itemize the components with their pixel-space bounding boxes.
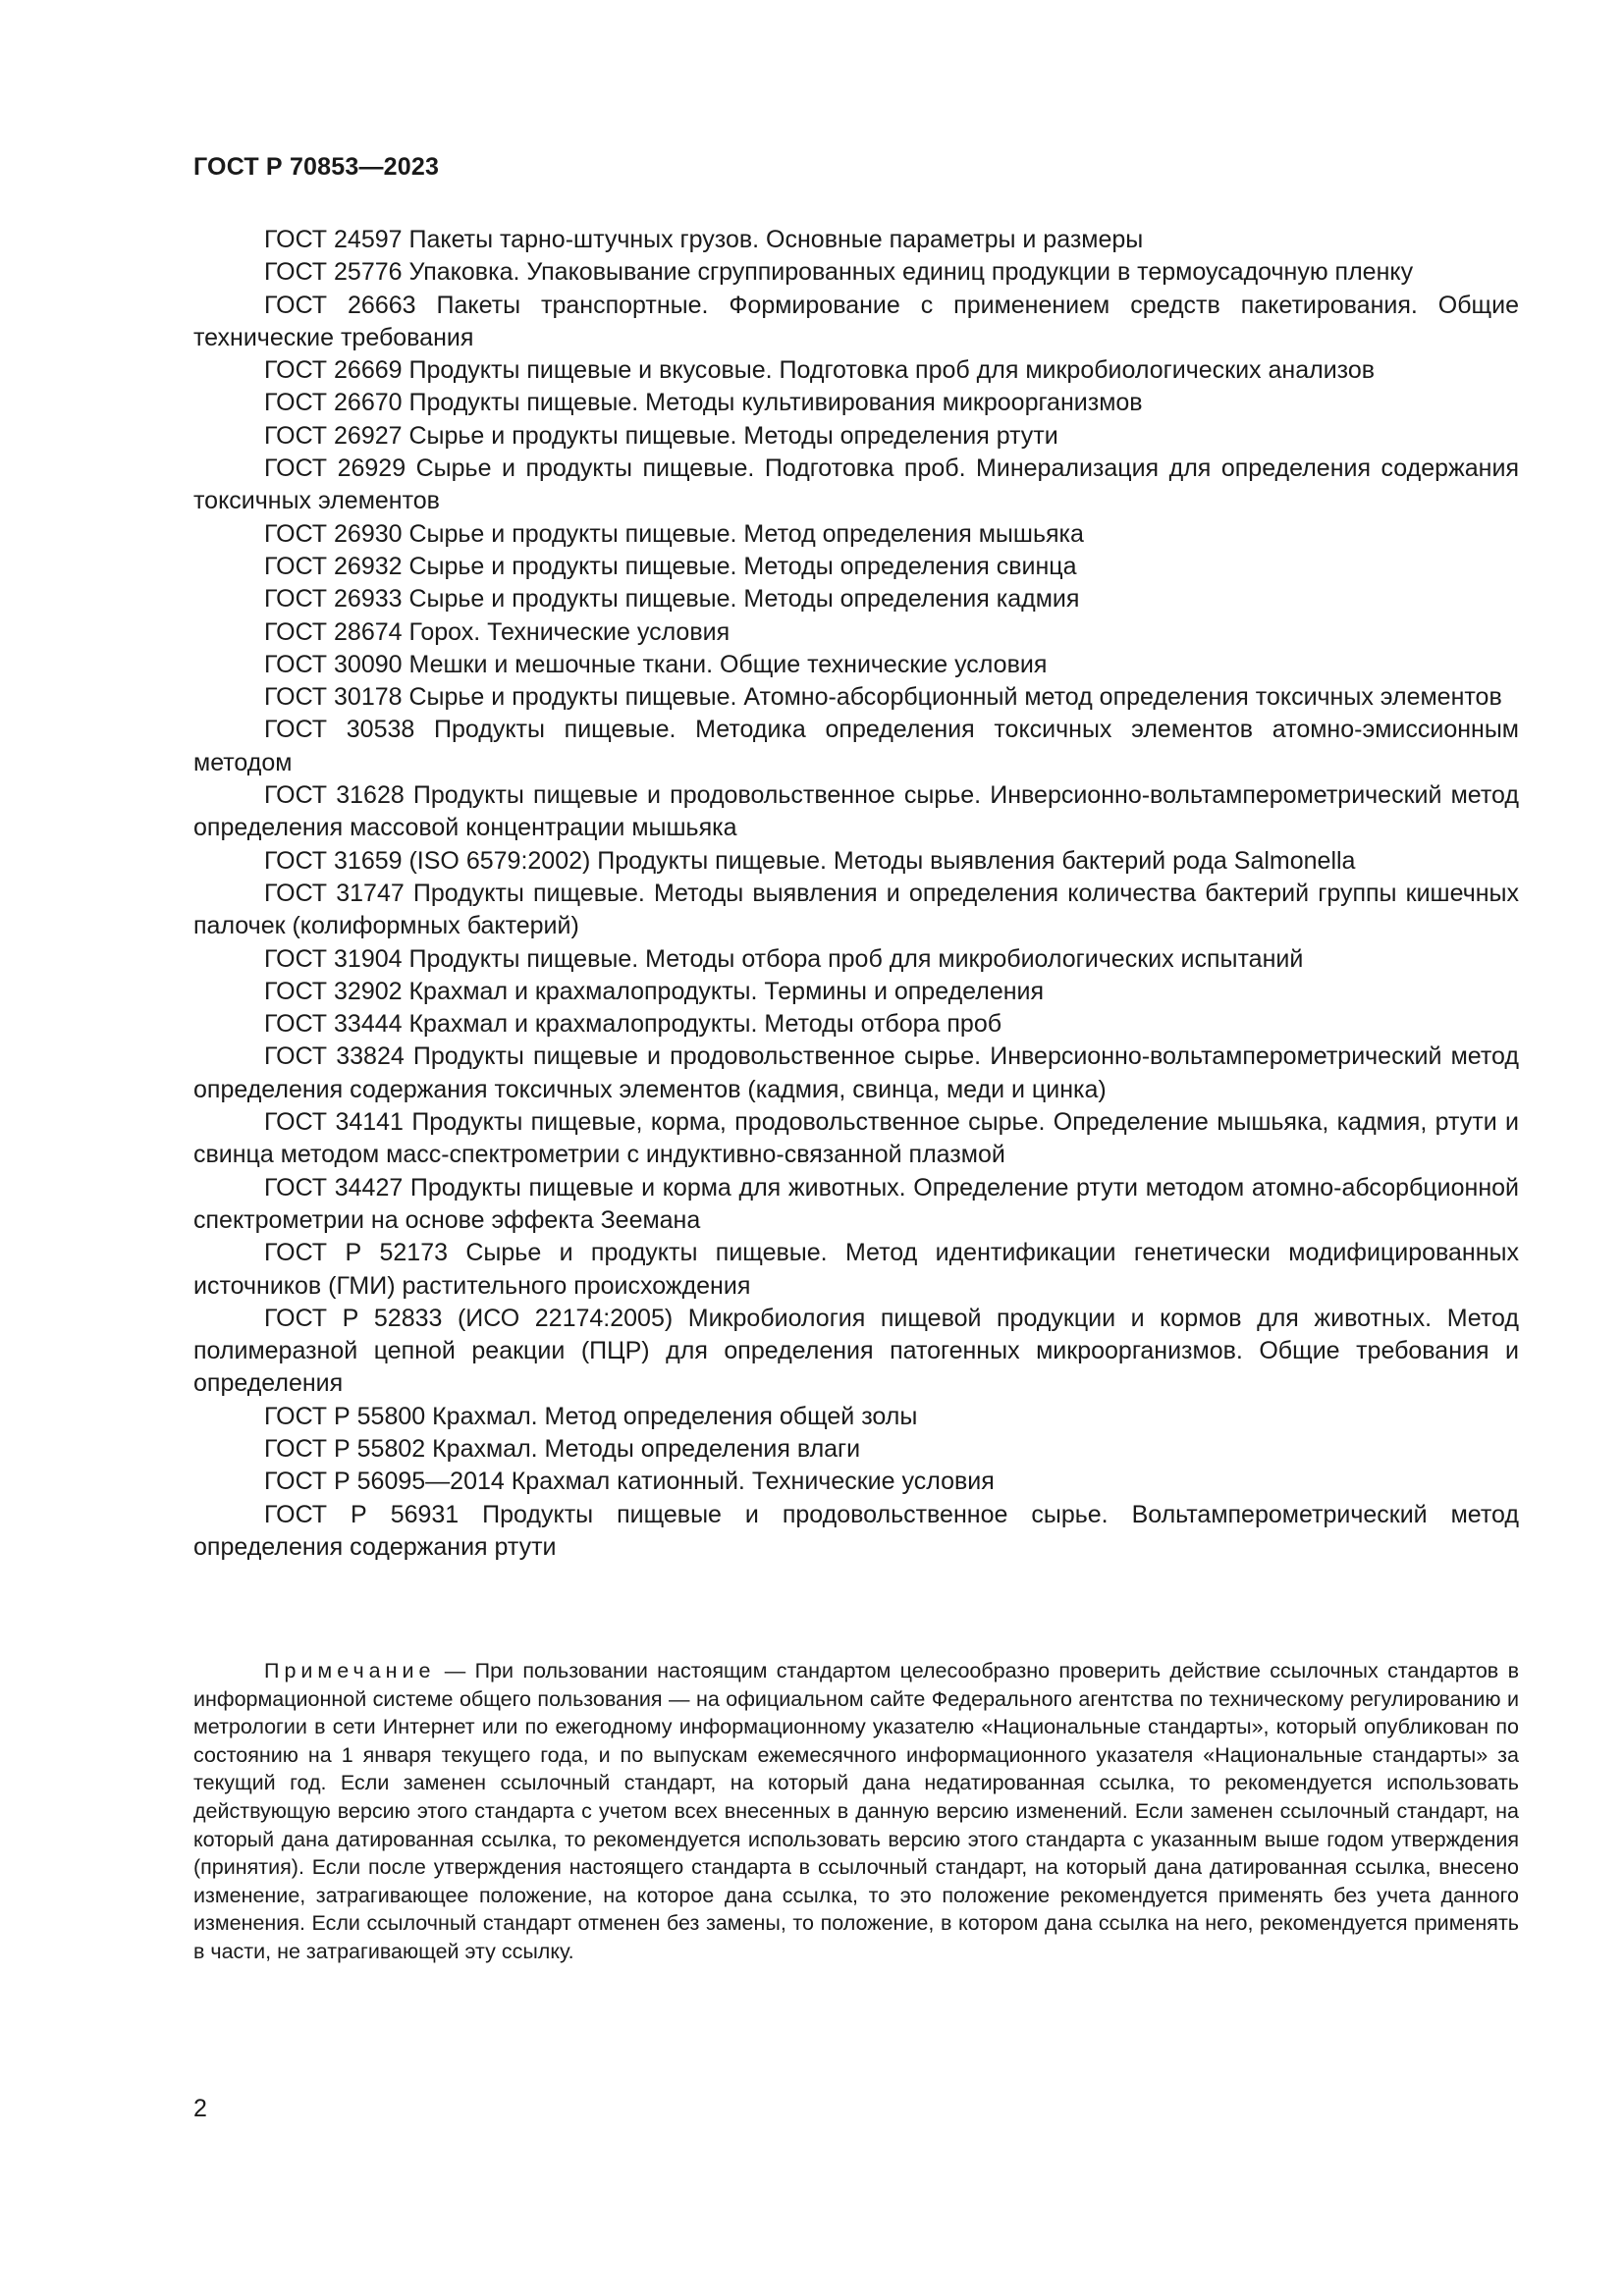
reference-item: ГОСТ 26933 Сырье и продукты пищевые. Методы определения кадмия	[264, 585, 1080, 614]
reference-item: ГОСТ 31747 Продукты пищевые. Методы выявления и определения количества бактерий группы кишечных палочек (колиформных бактерий)	[193, 879, 1519, 940]
reference-item: ГОСТ Р 56095—2014 Крахмал катионный. Технические условия	[264, 1468, 995, 1496]
reference-item: ГОСТ 32902 Крахмал и крахмалопродукты. Термины и определения	[264, 977, 1045, 1005]
note-text: — При пользовании настоящим стандартом целесообразно проверить действие ссылочных стандартов в информационной системе общего пользования — на официальном сайте Федерального агентства по техническому регулированию и метрологии в сети Интернет или по ежегодному информационному указателю «Национальные стандарты», который опубликован по состоянию на 1 января текущего года, и по выпускам ежемесячного информационного указателя «Национальные стандарты» за текущий год. Если заменен ссылочный стандарт, на который дана недатированная ссылка, то рекомендуется использовать действующую версию этого стандарта с учетом всех внесенных в данную версию изменений. Если заменен ссылочный стандарт, на который дана датированная ссылка, то рекомендуется использовать версию этого стандарта с указанным выше годом утверждения (принятия). Если после утверждения настоящего стандарта в ссылочный стандарт, на который дана датированная ссылка, внесено изменение, затрагивающее положение, на которое дана ссылка, то это положение рекомендуется применять без учета данного изменения. Если ссылочный стандарт отменен без замены, то положение, в котором дана ссылка на него, рекомендуется применять в части, не затрагивающей эту ссылку.	[193, 1659, 1519, 1963]
reference-item: ГОСТ 24597 Пакеты тарно-штучных грузов. Основные параметры и размеры	[264, 226, 1144, 253]
note-paragraph	[193, 1657, 1519, 1966]
note-label: Примечание	[264, 1659, 436, 1682]
reference-item: ГОСТ 26663 Пакеты транспортные. Формирование с применением средств пакетирования. Общие технические требования	[193, 291, 1519, 351]
normative-references-list	[193, 224, 1519, 1564]
reference-item: ГОСТ Р 52173 Сырье и продукты пищевые. Метод идентификации генетически модифицированных источников (ГМИ) растительного происхождения	[193, 1239, 1519, 1300]
document-id-header: ГОСТ Р 70853—2023	[193, 153, 440, 181]
reference-item: ГОСТ 30538 Продукты пищевые. Методика определения токсичных элементов атомно-эмиссионным методом	[193, 716, 1519, 776]
reference-item: ГОСТ 30178 Сырье и продукты пищевые. Атомно-абсорбционный метод определения токсичных элементов	[264, 683, 1502, 712]
reference-item: ГОСТ 26932 Сырье и продукты пищевые. Методы определения свинца	[264, 552, 1077, 580]
reference-item: ГОСТ Р 56931 Продукты пищевые и продовольственное сырье. Вольтамперометрический метод определения содержания ртути	[193, 1500, 1519, 1561]
reference-item: ГОСТ 26927 Сырье и продукты пищевые. Методы определения ртути	[264, 421, 1058, 450]
reference-item: ГОСТ 26930 Сырье и продукты пищевые. Метод определения мышьяка	[264, 519, 1084, 548]
reference-item: ГОСТ 31904 Продукты пищевые. Методы отбора проб для микробиологических испытаний	[264, 944, 1304, 973]
reference-item: ГОСТ Р 52833 (ИСО 22174:2005) Микробиология пищевой продукции и кормов для животных. Метод полимеразной цепной реакции (ПЦР) для определения патогенных микроорганизмов. Общие требования и определения	[193, 1304, 1519, 1398]
page-number: 2	[193, 2095, 207, 2122]
reference-item: ГОСТ Р 55802 Крахмал. Методы определения влаги	[264, 1434, 861, 1463]
reference-item: ГОСТ 31659 (ISO 6579:2002) Продукты пищевые. Методы выявления бактерий рода Salmonella	[264, 846, 1356, 875]
reference-item: ГОСТ 25776 Упаковка. Упаковывание сгруппированных единиц продукции в термоусадочную пленку	[264, 258, 1414, 287]
reference-item: ГОСТ 31628 Продукты пищевые и продовольственное сырье. Инверсионно-вольтамперометрический метод определения массовой концентрации мышьяка	[193, 781, 1519, 842]
reference-item: ГОСТ 26929 Сырье и продукты пищевые. Подготовка проб. Минерализация для определения содержания токсичных элементов	[193, 454, 1519, 515]
reference-item: ГОСТ 33444 Крахмал и крахмалопродукты. Методы отбора проб	[264, 1010, 1002, 1039]
reference-item: ГОСТ 28674 Горох. Технические условия	[264, 617, 731, 646]
reference-item: ГОСТ Р 55800 Крахмал. Метод определения общей золы	[264, 1402, 918, 1430]
reference-item: ГОСТ 34427 Продукты пищевые и корма для животных. Определение ртути методом атомно-абсорбционной спектрометрии на основе эффекта Зеемана	[193, 1173, 1519, 1234]
reference-item: ГОСТ 33824 Продукты пищевые и продовольственное сырье. Инверсионно-вольтамперометрический метод определения содержания токсичных элементов (кадмия, свинца, меди и цинка)	[193, 1042, 1519, 1103]
reference-item: ГОСТ 26669 Продукты пищевые и вкусовые. Подготовка проб для микробиологических анализов	[264, 356, 1376, 385]
reference-item: ГОСТ 30090 Мешки и мешочные ткани. Общие технические условия	[264, 650, 1048, 678]
reference-item: ГОСТ 34141 Продукты пищевые, корма, продовольственное сырье. Определение мышьяка, кадмия, ртути и свинца методом масс-спектрометрии с индуктивно-связанной плазмой	[193, 1108, 1519, 1169]
reference-item: ГОСТ 26670 Продукты пищевые. Методы культивирования микроорганизмов	[264, 389, 1143, 417]
